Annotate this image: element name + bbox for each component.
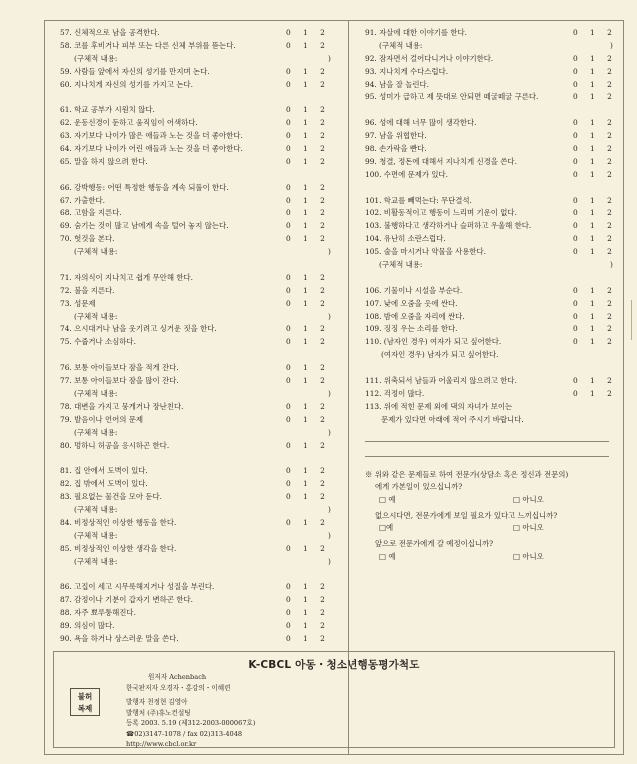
specify-line: [60, 427, 342, 440]
specify-close: ): [328, 556, 331, 566]
specify-line: [60, 311, 342, 324]
item-row: [60, 27, 342, 40]
item-row: [365, 388, 613, 401]
rating-scale[interactable]: 0 1 2: [286, 517, 325, 527]
item-row: [60, 414, 342, 427]
item-text: 101. 학교를 빼먹는다: 무단결석.: [365, 195, 472, 205]
specify-label[interactable]: (구체적 내용:: [379, 40, 423, 50]
no-checkbox[interactable]: □ 아니오: [513, 523, 544, 533]
item-text: 60. 지나치게 자신의 성기를 가지고 논다.: [60, 79, 193, 89]
rating-scale[interactable]: 0 1 2: [573, 208, 612, 218]
rating-scale[interactable]: 0 1 2: [286, 66, 325, 76]
item-row: [60, 440, 342, 453]
item-text: 95. 성미가 급하고 제 뜻대로 안되면 떼굴떼굴 구른다.: [365, 92, 539, 102]
item-row: [365, 79, 613, 92]
item-text: 102. 비활동적이고 행동이 느리며 기운이 없다.: [365, 208, 517, 218]
item-text: 76. 보통 아이들보다 잠을 적게 잔다.: [60, 363, 179, 373]
rating-scale[interactable]: 0 1 2: [286, 466, 325, 476]
specify-close: ): [328, 427, 331, 437]
item-text: 61. 학교 공부가 시원치 않다.: [60, 105, 155, 115]
rating-scale[interactable]: 0 1 2: [573, 79, 612, 89]
badge-line-1: 불허: [77, 692, 93, 701]
specify-line: [60, 504, 342, 517]
block-gap: [60, 259, 342, 272]
item-text: 70. 헛것을 본다.: [60, 234, 115, 244]
item-text: 80. 멍하니 허공을 응시하곤 한다.: [60, 440, 170, 450]
rating-scale[interactable]: 0 1 2: [286, 324, 325, 334]
rating-scale[interactable]: 0 1 2: [286, 234, 325, 244]
item-row: [365, 414, 613, 427]
rating-scale[interactable]: 0 1 2: [286, 182, 325, 192]
item-row: [60, 581, 342, 594]
rating-scale[interactable]: 0 1 2: [286, 118, 325, 128]
item-row: [60, 156, 342, 169]
item-text: 문제가 있다면 아래에 적어 주시기 바랍니다.: [381, 414, 524, 424]
item-row: [365, 285, 613, 298]
item-text: 73. 성문제: [60, 298, 96, 308]
item-row: [365, 311, 613, 324]
rating-scale[interactable]: 0 1 2: [286, 543, 325, 553]
rating-scale[interactable]: 0 1 2: [286, 298, 325, 308]
item-text: 100. 수면에 문제가 있다.: [365, 169, 448, 179]
specify-close: ): [328, 247, 331, 257]
item-text: 89. 의심이 많다.: [60, 620, 115, 630]
item-text: 108. 밤에 오줌을 자리에 싼다.: [365, 311, 465, 321]
publisher-person: 발행자 천정현 김영아: [126, 698, 188, 706]
item-row: [60, 594, 342, 607]
item-text: 75. 수줍거나 소심하다.: [60, 337, 136, 347]
item-row: [60, 220, 342, 233]
rating-scale[interactable]: 0 1 2: [286, 105, 325, 115]
specify-line: [60, 556, 342, 569]
item-row: [365, 156, 613, 169]
footer-box: [53, 651, 615, 748]
specify-label[interactable]: (구체적 내용:: [74, 388, 118, 398]
item-text: 66. 강박행동: 어떤 특정한 행동을 계속 되풀이 한다.: [60, 182, 229, 192]
specify-label[interactable]: (구체적 내용:: [379, 260, 423, 270]
item-text: 84. 비정상적인 이상한 행동을 한다.: [60, 517, 177, 527]
rating-scale[interactable]: 0 1 2: [573, 324, 612, 334]
question-intro-cont: 에게 가본일이 있으십니까?: [375, 482, 463, 492]
item-row: [365, 336, 613, 349]
block-gap: [365, 272, 613, 285]
footer-title: K-CBCL 아동・청소년행동평가척도: [248, 659, 420, 671]
block-gap: [365, 362, 613, 375]
item-text: 67. 가출한다.: [60, 195, 106, 205]
item-text: 79. 발음이나 언어의 문제: [60, 414, 144, 424]
item-row: [365, 233, 613, 246]
rating-scale[interactable]: 0 1 2: [573, 156, 612, 166]
rating-scale[interactable]: 0 1 2: [573, 285, 612, 295]
item-row: [365, 169, 613, 182]
item-text: 92. 잠자면서 걸어다니거나 이야기한다.: [365, 53, 494, 63]
item-text: 104. 유난히 소란스럽다.: [365, 234, 446, 244]
rating-scale[interactable]: 0 1 2: [573, 337, 612, 347]
item-text: 62. 운동신경이 둔하고 움직임이 어색하다.: [60, 118, 198, 128]
item-text: 105. 술을 마시거나 약물을 사용한다.: [365, 247, 487, 257]
item-text: 97. 남을 위협한다.: [365, 131, 427, 141]
item-text: 109. 징징 우는 소리를 한다.: [365, 324, 458, 334]
rating-scale[interactable]: 0 1 2: [573, 28, 612, 37]
publication-info: [126, 672, 255, 750]
answer-line[interactable]: [365, 427, 609, 442]
korean-editors: 한국판저자 오경자・홍강의・이혜련: [126, 683, 231, 692]
rating-scale[interactable]: 0 1 2: [573, 247, 612, 257]
item-row: [365, 207, 613, 220]
rating-scale[interactable]: 0 1 2: [286, 272, 325, 282]
item-text: 72. 불을 지른다.: [60, 285, 115, 295]
item-text: 81. 집 안에서 도벽이 있다.: [60, 466, 148, 476]
specify-close: ): [328, 530, 331, 540]
item-row: [60, 543, 342, 556]
item-row: [60, 323, 342, 336]
item-text: 112. 걱정이 많다.: [365, 388, 425, 398]
item-text: 71. 자의식이 지나치고 쉽게 무안해 한다.: [60, 272, 193, 282]
item-row: [365, 195, 613, 208]
item-row: [60, 517, 342, 530]
item-text: 69. 숨기는 것이 많고 남에게 속을 털어 놓지 않는다.: [60, 221, 229, 231]
item-row: [365, 375, 613, 388]
item-text: 94. 남을 잘 놀린다.: [365, 79, 429, 89]
item-row: [365, 117, 613, 130]
item-text: 91. 자살에 대한 이야기를 한다.: [365, 28, 468, 37]
website-url: http://www.cbcl.or.kr: [126, 740, 197, 748]
rating-scale[interactable]: 0 1 2: [286, 144, 325, 154]
block-gap: [365, 104, 613, 117]
block-gap: [60, 452, 342, 465]
block-gap: [60, 169, 342, 182]
rating-scale[interactable]: 0 1 2: [573, 234, 612, 244]
rating-scale[interactable]: 0 1 2: [573, 53, 612, 63]
item-text: 90. 욕을 하거나 상스러운 말을 쓴다.: [60, 633, 179, 643]
block-gap: [365, 182, 613, 195]
item-row: [60, 79, 342, 92]
item-row: [60, 66, 342, 79]
item-text: 77. 보통 아이들보다 잠을 많이 잔다.: [60, 376, 179, 386]
item-row: [60, 491, 342, 504]
rating-scale[interactable]: 0 1 2: [286, 79, 325, 89]
item-text: 99. 청결, 정돈에 대해서 지나치게 신경을 쓴다.: [365, 156, 517, 166]
item-row: [60, 195, 342, 208]
specify-close: ): [610, 40, 613, 50]
item-row: [60, 117, 342, 130]
rating-scale[interactable]: 0 1 2: [286, 285, 325, 295]
rating-scale[interactable]: 0 1 2: [286, 582, 325, 592]
rating-scale[interactable]: 0 1 2: [286, 595, 325, 605]
specify-close: ): [328, 504, 331, 514]
rating-scale[interactable]: 0 1 2: [286, 221, 325, 231]
item-text: 106. 기물이나 시설을 부순다.: [365, 285, 463, 295]
item-row: [60, 298, 342, 311]
item-row: [60, 607, 342, 620]
rating-scale[interactable]: 0 1 2: [573, 298, 612, 308]
rating-scale[interactable]: 0 1 2: [286, 156, 325, 166]
item-row: [60, 465, 342, 478]
specify-label[interactable]: (구체적 내용:: [74, 427, 118, 437]
item-text: 78. 대변을 가지고 뭉게거나 장난친다.: [60, 401, 184, 411]
item-row: [60, 233, 342, 246]
rating-scale[interactable]: 0 1 2: [286, 633, 325, 643]
item-text: 96. 성에 대해 너무 많이 생각한다.: [365, 118, 477, 128]
specify-label[interactable]: (구체적 내용:: [74, 556, 118, 566]
block-gap: [60, 91, 342, 104]
item-row: [60, 182, 342, 195]
rating-scale[interactable]: 0 1 2: [286, 440, 325, 450]
rating-scale[interactable]: 0 1 2: [286, 608, 325, 618]
specify-close: ): [610, 260, 613, 270]
item-row: [365, 349, 613, 362]
option-row: [365, 494, 613, 507]
rating-scale[interactable]: 0 1 2: [286, 208, 325, 218]
rating-scale[interactable]: 0 1 2: [286, 479, 325, 489]
rating-scale[interactable]: 0 1 2: [286, 131, 325, 141]
publisher: 발행처 (주)휴노컨설팅: [126, 708, 191, 717]
item-row: [60, 478, 342, 491]
item-text: 88. 자주 뾰루퉁해진다.: [60, 608, 136, 618]
item-row: [60, 207, 342, 220]
item-row: [365, 53, 613, 66]
no-checkbox[interactable]: □ 아니오: [513, 494, 544, 504]
rating-scale[interactable]: 0 1 2: [573, 311, 612, 321]
rating-scale[interactable]: 0 1 2: [286, 492, 325, 502]
item-text: 83. 필요없는 물건을 모아 둔다.: [60, 492, 163, 502]
rating-scale[interactable]: 0 1 2: [573, 92, 612, 102]
item-row: [60, 620, 342, 633]
item-row: [60, 375, 342, 388]
item-row: [60, 40, 342, 53]
rating-scale[interactable]: 0 1 2: [286, 363, 325, 373]
item-text: 64. 자기보다 나이가 어린 애들과 노는 것을 더 좋아한다.: [60, 144, 243, 154]
rating-scale[interactable]: 0 1 2: [573, 376, 612, 386]
item-text: 111. 위축되서 남들과 어울리지 않으려고 한다.: [365, 376, 517, 386]
specify-close: ): [328, 53, 331, 63]
rating-scale[interactable]: 0 1 2: [573, 388, 612, 398]
rating-scale[interactable]: 0 1 2: [286, 195, 325, 205]
item-row: [365, 66, 613, 79]
option-row: [365, 522, 613, 535]
answer-line[interactable]: [365, 442, 609, 457]
item-row: [365, 401, 613, 414]
item-row: [365, 298, 613, 311]
item-text: 86. 고집이 세고 시무룩해지거나 성질을 부린다.: [60, 582, 215, 592]
rating-scale[interactable]: 0 1 2: [286, 376, 325, 386]
item-row: [365, 27, 613, 40]
item-text: 110. (남자인 경우) 여자가 되고 싶어한다.: [365, 337, 502, 347]
specify-line: [60, 530, 342, 543]
questionnaire: [365, 469, 613, 564]
specify-close: ): [328, 388, 331, 398]
rating-scale[interactable]: 0 1 2: [573, 66, 612, 76]
form-page: [44, 20, 624, 755]
item-text: 93. 지나치게 수다스럽다.: [365, 66, 449, 76]
item-row: [60, 130, 342, 143]
rating-scale[interactable]: 0 1 2: [573, 195, 612, 205]
item-text: 85. 비정상적인 이상한 생각을 한다.: [60, 543, 177, 553]
specify-label[interactable]: (구체적 내용:: [74, 530, 118, 540]
rating-scale[interactable]: 0 1 2: [573, 144, 612, 154]
item-row: [365, 143, 613, 156]
question-3: 앞으로 전문가에게 갈 예정이십니까?: [375, 539, 494, 549]
item-row: [60, 272, 342, 285]
rating-scale[interactable]: 0 1 2: [286, 620, 325, 630]
item-text: 65. 말을 하지 않으려 한다.: [60, 156, 148, 166]
yes-checkbox[interactable]: □ 예: [379, 494, 396, 504]
item-row: [365, 91, 613, 104]
column-divider: [348, 21, 349, 754]
rating-scale[interactable]: 0 1 2: [286, 28, 325, 37]
yes-checkbox[interactable]: □ 예: [379, 551, 396, 561]
item-text: 74. 으시대거나 남을 웃기려고 싱거운 짓을 한다.: [60, 324, 217, 334]
item-text: 68. 고함을 지른다.: [60, 208, 122, 218]
item-text: 59. 사람들 앞에서 자신의 성기를 만지며 논다.: [60, 66, 210, 76]
rating-scale[interactable]: 0 1 2: [286, 401, 325, 411]
specify-line: [60, 53, 342, 66]
no-copy-badge: [70, 688, 100, 716]
specify-line: [60, 246, 342, 259]
specify-close: ): [328, 311, 331, 321]
specify-label[interactable]: (구체적 내용:: [74, 247, 118, 257]
right-column: [365, 27, 613, 564]
item-text: (여자인 경우) 남자가 되고 싶어한다.: [381, 350, 499, 360]
rating-scale[interactable]: 0 1 2: [573, 131, 612, 141]
rating-scale[interactable]: 0 1 2: [286, 337, 325, 347]
item-row: [60, 143, 342, 156]
page-edge: [631, 300, 637, 340]
block-gap: [60, 568, 342, 581]
item-text: 57. 신체적으로 남을 공격한다.: [60, 28, 160, 37]
specify-line: [365, 259, 613, 272]
item-row: [60, 336, 342, 349]
item-text: 98. 손가락을 빤다.: [365, 144, 427, 154]
no-checkbox[interactable]: □ 아니오: [513, 551, 544, 561]
item-text: 63. 자기보다 나이가 많은 애들과 노는 것을 더 좋아한다.: [60, 131, 243, 141]
rating-scale[interactable]: 0 1 2: [286, 40, 325, 50]
registration: 등록 2003. 5.19 (제312-2003-000067호): [126, 719, 256, 727]
item-text: 107. 낮에 오줌을 옷에 싼다.: [365, 298, 458, 308]
item-text: 113. 위에 적힌 문제 외에 댁의 자녀가 보이는: [365, 401, 513, 411]
item-text: 82. 집 밖에서 도벽이 있다.: [60, 479, 148, 489]
rating-scale[interactable]: 0 1 2: [573, 169, 612, 179]
item-row: [365, 246, 613, 259]
item-text: 58. 코를 후비거나 피부 또는 다른 신체 부위를 뜯는다.: [60, 40, 236, 50]
rating-scale[interactable]: 0 1 2: [286, 414, 325, 424]
item-text: 87. 감정이나 기분이 갑자기 변하곤 한다.: [60, 595, 193, 605]
rating-scale[interactable]: 0 1 2: [573, 221, 612, 231]
option-row: [365, 551, 613, 564]
specify-line: [60, 388, 342, 401]
specify-line: [365, 40, 613, 53]
item-text: 103. 불행하다고 생각하거나 슬퍼하고 우울해 한다.: [365, 221, 532, 231]
item-row: [365, 130, 613, 143]
yes-checkbox[interactable]: □예: [379, 523, 394, 533]
item-row: [60, 401, 342, 414]
specify-label[interactable]: (구체적 내용:: [74, 311, 118, 321]
item-row: [365, 220, 613, 233]
question-intro: ※ 위와 같은 문제들로 하여 전문가(상담소 혹은 정신과 전문의): [365, 469, 569, 479]
phone-fax: ☎02)3147-1078 / fax 02)313-4048: [126, 729, 243, 738]
specify-label[interactable]: (구체적 내용:: [74, 53, 118, 63]
question-2: 없으시다면, 전문가에게 보일 필요가 있다고 느끼십니까?: [375, 510, 558, 520]
item-row: [365, 323, 613, 336]
item-row: [60, 362, 342, 375]
rating-scale[interactable]: 0 1 2: [573, 118, 612, 128]
badge-line-2: 복제: [77, 704, 93, 713]
left-column: [60, 27, 342, 646]
item-row: [60, 104, 342, 117]
specify-label[interactable]: (구체적 내용:: [74, 504, 118, 514]
item-row: [60, 633, 342, 646]
original-author: 원저자 Achenbach: [148, 673, 207, 681]
item-row: [60, 285, 342, 298]
block-gap: [60, 349, 342, 362]
